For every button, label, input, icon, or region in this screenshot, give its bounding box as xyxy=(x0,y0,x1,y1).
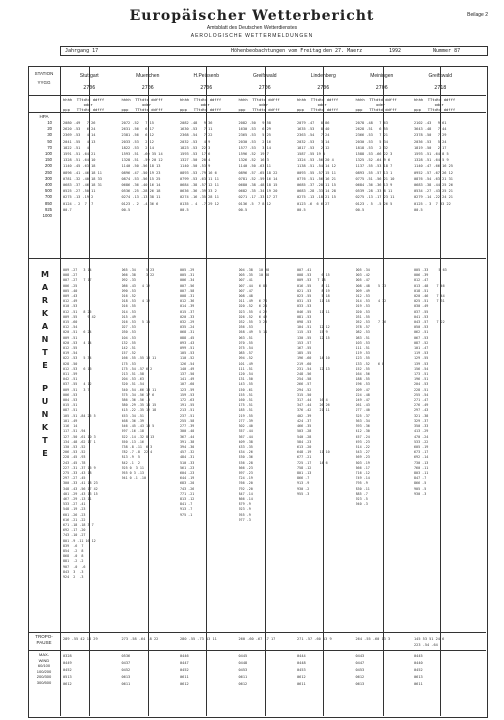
maxwind-values: 0445 0448 0453 0611 0612 xyxy=(238,654,248,686)
yygg-label: YYGG xyxy=(37,80,51,85)
station-id: 2718 xyxy=(434,85,447,91)
station-name: Muenchen xyxy=(136,73,160,79)
jahrgang: Jahrgang 17 xyxy=(65,48,99,54)
station-id: 2706 xyxy=(141,85,154,91)
divider xyxy=(28,632,486,633)
station-name: Meiningen xyxy=(370,73,394,79)
significant-levels: 005 -34 003 -42 005 -47 008 -48 5 13 009 -49 012 -53 014 -53 4 12 019 -53 020 -53 031 -55 052 -53 7 16 078 -57 082 -53 083 -51 103 -53 111 -51 119 -53 123 -55 133 -52 6 8 152 -55 164 -56 188 -55 196 -53 209 -47 224 -48 249 -47 261 -43 277 -40 325 -37 363 -34 393 -36 412 -30 457 -24 493 -23 514 -22 543 -27 569 -23 603 -19 666 -17 716 -12 749 -14 795 -9 830 -11 885 -7 923 -5 940 -3 xyxy=(355,268,387,507)
obs-year: 1992 xyxy=(389,48,402,54)
tropopause-values: 271 -57 -60 13 9 xyxy=(297,637,332,641)
station-id: 2706 xyxy=(375,85,388,91)
standard-levels: 2079 -47 8 86 1635 -53 8 40 2363 -54 7 24 2032 -53 3 14 1817 -53 2 12 1587 -55 19 5 1324 -53 -56 20 4 1138 -51 -54 14 12 0093 -55 -57 15 11 0776 -51 -56 16 21 0685 -37 -28 11 15 0683 -28 -33 14 28 0275 -13 -18 21 15 0123 -6 6 6 27 00-5 xyxy=(297,121,336,212)
divider xyxy=(28,258,486,259)
tropopause-values: 264 -55 -60 13 3 xyxy=(355,637,391,641)
obs-date: den 27. Maerz xyxy=(323,48,363,54)
standard-levels: 2082 -48 9 36 1630 -53 7 11 2368 -54 7 22 2032 -53 4 9 1823 -53 22 3 1593 -53 17 6 1327 -50 20 4 1140 -50 -53 9 0893 -53 -79 16 6 0799 -53 -63 11 11 0684 -38 -57 12 11 0636 -36 -39 33 2 0274 -16 -35 28 11 0135 - 4 -7 29 12 00-5 xyxy=(180,121,219,212)
standard-levels: 2078 -48 7 63 2628 -51 6 55 2366 -53 7 21 2030 -53 5 34 1818 -53 2 32 1588 -53 -66 22 3 1325 -52 -64 9 6 1137 -55 -53 18 7 0893 -55 -57 13 1 0775 -51 -56 21 10 0684 -36 -36 13 9 0539 -28 -33 8 11 0275 -13 -17 23 11 0123 - 5 -5 26 5 00-5 xyxy=(355,121,395,212)
significant-levels: 004 -38 10 98 005 -35 10 88 007 -41 007 -44 6 86 007 -47 008 -48 011 -49 6 74 020 -52 6 28 023 -55 4 22 026 -52 6 42 032 -55 3 23 036 -53 058 -49 5 14 063 -51 070 -55 075 -54 085 -57 094 -52 101 -49 111 -51 120 -54 131 -50 143 -55 150 -61 155 -51 160 -51 175 -51 185 -51 219 -55 277 -39 302 -40 357 -44 367 -44 409 -38 433 -35 434 -26 530 -36 536 -28 666 -23 697 -23 724 -19 766 -20 792 -20 847 -14 866 -14 879 -9 923 -9 955 -9 977 -3 xyxy=(238,268,270,522)
tropopause-values: 289 -55 42 18 29 xyxy=(63,637,98,641)
station-name: Greifswald xyxy=(252,73,277,79)
maxwind-values: 0536 0437 0452 0613 0611 xyxy=(121,654,131,686)
tropopause-label: TROPO- PAUSE xyxy=(35,634,53,645)
station-id: 2706 xyxy=(258,85,271,91)
info-bar xyxy=(60,46,488,56)
standard-levels: 2102 -43 9 61 3643 -48 7 44 2378 -50 7 29 2036 -53 5 24 1819 -50 2 17 1593 -51 -64 8 5 1328 -51 -64 5 9 1140 -47 -66 16 25 0952 -57 -67 26 12 0876 -54 -63 21 31 0683 -38 -44 25 26 0534 -27 -43 25 21 0279 -14 -22 24 21 0125 - 3 7 33 22 00-5 xyxy=(414,121,453,212)
standard-levels: 2082 -50 9 58 1630 -53 6 29 2365 -53 5 25 2030 -53 2 16 1577 -53 3 14 1596 -52 19 7 1326 -52 16 3 1140 -50 -63 11 0896 -57 -65 18 22 0781 -52 -59 16 14 0680 -38 -48 18 15 0682 -35 -34 19 20 0271 -17 -33 17 27 0136 -5 7 8 12 00-5 xyxy=(238,121,278,212)
tropopause-values: 280 -55 -73 13 11 xyxy=(180,637,217,641)
divider xyxy=(28,650,486,651)
column-header: hhhh TTtdtd ddfff oder ppp TTtdtd ddfff xyxy=(414,97,456,112)
maxwind-values: 0444 0448 0453 0612 0611 xyxy=(297,654,306,686)
section-title: AEROLOGISCHE WETTERMELDUNGEN xyxy=(190,33,314,39)
page-title: Europäischer Wetterbericht xyxy=(129,8,375,24)
station-name: H.Peissenb xyxy=(193,73,220,79)
divider xyxy=(28,95,486,96)
station-id: 2706 xyxy=(200,85,213,91)
significant-levels: 005 -29 005 -31 006 -34 007 -56 007 -58 008 -31 012 -36 014 -39 015 -37 020 -33 032 -29 035 -24 068 -31 088 -45 093 -43 099 -51 105 -53 110 -52 126 -54 140 -49 137 -50 141 -49 107 -60 123 -59 159 -53 172 -63 191 -55 213 -51 237 -51 255 -58 277 -39 300 -40 367 -44 391 -38 394 -30 457 -32 484 -31 510 -33 561 -23 604 -23 644 -19 683 -20 743 -26 771 -21 813 -12 841 -7 913 -7 975 -1 xyxy=(180,268,195,517)
maxwind-label: MAX- WIND 60/100 100/200 200/300 300/500 xyxy=(36,652,52,685)
hpa-label: HPA xyxy=(39,114,49,119)
issue-number: Nummer 87 xyxy=(433,48,461,54)
significant-levels: 007 -41 008 -53 6 15 009 -53 7 18 016 -55 8 11 021 -53 8 19 023 -55 5 18 031 -53 11 18 033 -53 046 -55 11 11 081 -53 098 -53 104 -51 12 12 115 -53 15 9 130 -55 12 15 153 -57 167 -55 185 -55 196 -60 14 10 219 -60 231 -54 12 13 248 -56 254 -58 266 -57 294 -52 315 -50 317 -44 16 4 347 -44 26 26 376 -42 21 11 402 -39 424 -37 466 -35 503 -28 540 -28 584 -23 613 -20 648 -19 11 10 677 -21 725 -17 14 6 758 -12 801 -13 866 -7 913 -9 930 -2 955 -3 xyxy=(297,268,330,496)
column-header: hhhh TTtdtd ddfff oder ppp TTtdtd ddfff xyxy=(121,97,163,112)
maxwind-values: 0328 0449 0452 0513 0612 xyxy=(63,654,72,686)
beilage-label: Beilage 2 xyxy=(467,12,488,18)
tropopause-values: 273 -58 -64 18 22 xyxy=(121,637,159,641)
maxwind-values: 0446 0447 0452 0611 0612 xyxy=(180,654,189,686)
column-header: hhhh TTtdtd ddfff oder ppp TTtdtd ddfff xyxy=(355,97,397,112)
significant-levels: 065 -34 5 23 066 -38 3 22 092 -33 086 -43 4 12 090 -53 016 -52 018 -53 4 12 016 -55 014 -53 015 -49 016 -53 5 15 027 -53 030 -53 104 -53 132 -55 142 -51 157 -52 166 -55 -55 13 11 175 -53 175 -54 -57 6 2 213 -51 -58 204 -53 -63 320 -51 -54 340 -54 -66 13 11 375 -34 -56 17 6 386 -36 -56 -3 380 -29 -35 14 15 415 -22 -35 12 18 453 -34 -51 468 -36 -39 546 -45 -43 13 5 597 -16 -18 622 -14 -32 8 13 650 -13 -16 738 -8 -11 6 3 782 -7 -8 22 4 813 -9 5 842 -1 2 925 0 3 11 955 0 3 -13 941 0 -1 -10 xyxy=(121,268,157,481)
obs-label: Höhenbeobachtungen vom Freitag xyxy=(231,48,322,54)
hpa-levels: 10 20 30 50 70 100 150 200 250 300 400 500 700 850 925 1000 xyxy=(42,120,52,219)
column-header: hhhh TTtdtd ddfff oder ppp TTtdtd ddfff xyxy=(238,97,280,112)
column-header: hhhh TTtdtd ddfff oder ppp TTtdtd ddfff xyxy=(180,97,222,112)
station-name: Greifswald xyxy=(428,73,453,79)
maxwind-values: 0443 0447 0453 0612 0613 xyxy=(355,654,365,686)
station-id: 2706 xyxy=(83,85,96,91)
standard-levels: 2080 -49 7 26 2620 -53 6 24 2369 -53 4 14 2041 -55 4 13 1822 -51 4 1591 -51 -64 21 1328 -51 -64 10 1140 -45 -63 18 0896 -41 -46 18 11 0781 -32 -40 18 33 0683 -37 -46 18 31 0525 -27 -50 11 0275 -13 -19 2 0124 - 2 7 7 00-7 xyxy=(63,121,102,212)
column-header: hhhh TTtdtd ddfff oder ppp TTtdtd ddfff xyxy=(297,97,339,112)
divider xyxy=(28,112,486,113)
station-id: 2706 xyxy=(317,85,330,91)
markante-label: M A R K A N T E xyxy=(41,270,49,370)
tropopause-values: 145 53 51 24 6 223 -54 -64 xyxy=(414,637,445,648)
punkte-label: P U N K T E xyxy=(41,384,49,458)
page-subtitle: Amtsblatt des Deutschen Wetterdienstes xyxy=(206,25,298,31)
column-header: hhhh TTtdtd ddfff oder ppp TTtdtd ddfff xyxy=(63,97,105,112)
tropopause-values: 260 -60 -67 17 17 xyxy=(238,637,276,641)
significant-levels: 005 -33 5 63 006 -39 012 -47 013 -48 7 46 018 -51 020 -46 7 44 025 -51 7 31 030 -49 037 -55 041 -53 043 -57 7 22 050 -53 062 -51 067 -53 087 -52 101 -47 119 -53 129 -55 139 -53 156 -54 173 -51 196 -51 204 -53 228 -51 255 -54 271 -47 276 -49 297 -43 321 -38 329 -37 350 -33 413 -29 470 -24 533 -22 605 -19 673 -17 692 -14 730 -13 760 -11 803 -11 847 -7 866 -5 905 -5 930 -3 xyxy=(414,268,447,496)
station-label: STATION xyxy=(34,71,54,76)
station-name: Stuttgart xyxy=(79,73,99,79)
standard-levels: 2072 -52 7 15 2631 -56 6 17 2381 -56 6 12 2033 -53 2 12 1822 -53 2 14 1593 -51 -60 35 14 1328 -51 -59 20 12 1140 -50 -56 18 13 0896 -47 -50 19 23 0874 -53 -56 15 25 0686 -36 -40 16 14 0536 -25 -28 26 18 0274 -13 -13 38 11 0123 - 2 -4 36 6 00-5 xyxy=(121,121,163,212)
station-name: Lindenberg xyxy=(310,73,336,79)
maxwind-values: 0445 0440 0452 0613 0611 xyxy=(414,654,423,686)
significant-levels: 009 -27 3 14 008 -27 007 -27 7 17 006 -25 005 -40 009 -43 012 -49 010 -53 012 -51 8 25 009 -55 9 42 015 -60 012 -54 020 -51 6 24 009 -51 020 -53 4 14 012 -55 019 -54 022 -53 5 34 028 -50 012 -53 6 16 011 -59 042 -51 037 -55 4 12 009 -51 3 7 006 -53 004 -53 015 -51 087 -51 105 -51 -84 25 5 101 -49 116 14 117 -51 -94 127 -50 -61 10 3 134 -48 -62 17 1 130 -53 -52 206 -53 -52 228 -45 -93 243 -45 -78 227 -31 -37 16 9 275 -33 -43 18 297 -27 -45 300 -33 -41 18 23 348 -43 -56 17 42 401 -29 -43 13 15 467 -29 -13 11 533 -27 -41 548 -19 -23 601 -26 -23 616 -21 -22 671 -18 -18 3 7 692 -17 -20 743 -10 -27 801 -9 -11 16 12 839 -6 7 854 -2 8 868 -0 8 881 -2 -2 907 -0 -6 843 3 -3 924 2 -3 xyxy=(63,268,98,579)
